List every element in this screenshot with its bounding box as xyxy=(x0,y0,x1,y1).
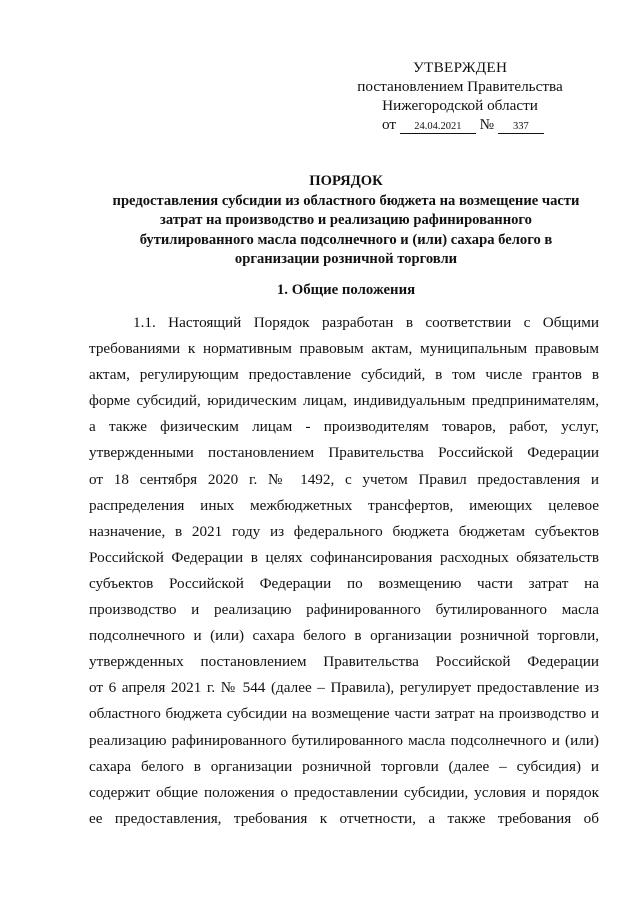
body-line: актам, регулирующим предоставление субсидий, в том числе грантов в xyxy=(89,366,599,384)
title-line: предоставления субсидии из областного бюджета на возмещение части xyxy=(112,192,580,209)
approval-line-2: Нижегородской области xyxy=(382,97,538,114)
body-line: сахара белого в организации розничной торговли (далее – субсидия) и xyxy=(89,757,599,775)
body-line: утвержденными постановлением Правительства Российской Федерации xyxy=(89,444,599,462)
body-line: утвержденных постановлением Правительства Российской Федерации xyxy=(89,653,599,671)
body-line: требованиями к нормативным правовым актам, муниципальным правовым xyxy=(89,340,599,358)
body-line: форме субсидий, юридическим лицам, индивидуальным предпринимателям, xyxy=(89,392,599,410)
section-heading: 1. Общие положения xyxy=(276,282,416,298)
body-line: подсолнечного и (или) сахара белого в организации розничной торговли, xyxy=(89,627,599,645)
body-line: Российской Федерации в целях софинансирования расходных обязательств xyxy=(89,548,599,566)
body-line: субъектов Российской Федерации по возмещению части затрат на xyxy=(89,574,599,592)
body-line: распределения иных межбюджетных трансфертов, имеющих целевое xyxy=(89,496,599,514)
body-line: содержит общие положения о предоставлении субсидии, условия и порядок xyxy=(89,783,599,801)
approval-heading: УТВЕРЖДЕН xyxy=(413,59,508,76)
title-line: организации розничной торговли xyxy=(234,251,458,267)
document-title xyxy=(96,172,596,270)
body-line: 1.1. Настоящий Порядок разработан в соответствии с Общими xyxy=(133,314,599,331)
approval-line-1: постановлением Правительства xyxy=(357,78,563,95)
approval-date-number-row xyxy=(382,115,580,134)
title-line: бутилированного масла подсолнечного и (или) сахара белого в xyxy=(139,231,553,248)
body-line: от 6 апреля 2021 г. № 544 (далее – Правила), регулирует предоставление из xyxy=(89,679,599,697)
body-line: назначение, в 2021 году из федерального бюджета бюджетам субъектов xyxy=(89,522,599,540)
from-label: от xyxy=(382,116,397,133)
body-line: ее предоставления, требования к отчетности, а также требования об xyxy=(89,809,599,827)
approval-block xyxy=(340,58,580,134)
title-line: затрат на производство и реализацию рафинированного xyxy=(160,212,532,228)
number-label: № xyxy=(479,116,495,133)
body-line: областного бюджета субсидии на возмещение части затрат на производство и xyxy=(89,705,599,723)
body-line: реализацию рафинированного бутилированного масла подсолнечного и (или) xyxy=(89,731,599,749)
body-line: а также физическим лицам - производителям товаров, работ, услуг, xyxy=(89,418,599,436)
approval-date: 24.04.2021 xyxy=(400,120,476,134)
title-main: ПОРЯДОК xyxy=(309,173,383,189)
approval-number: 337 xyxy=(498,120,544,134)
body-line: от 18 сентября 2020 г. № 1492, с учетом Правил предоставления и xyxy=(89,470,599,488)
document-body xyxy=(89,310,599,832)
body-line: производство и реализацию рафинированного бутилированного масла xyxy=(89,601,599,619)
